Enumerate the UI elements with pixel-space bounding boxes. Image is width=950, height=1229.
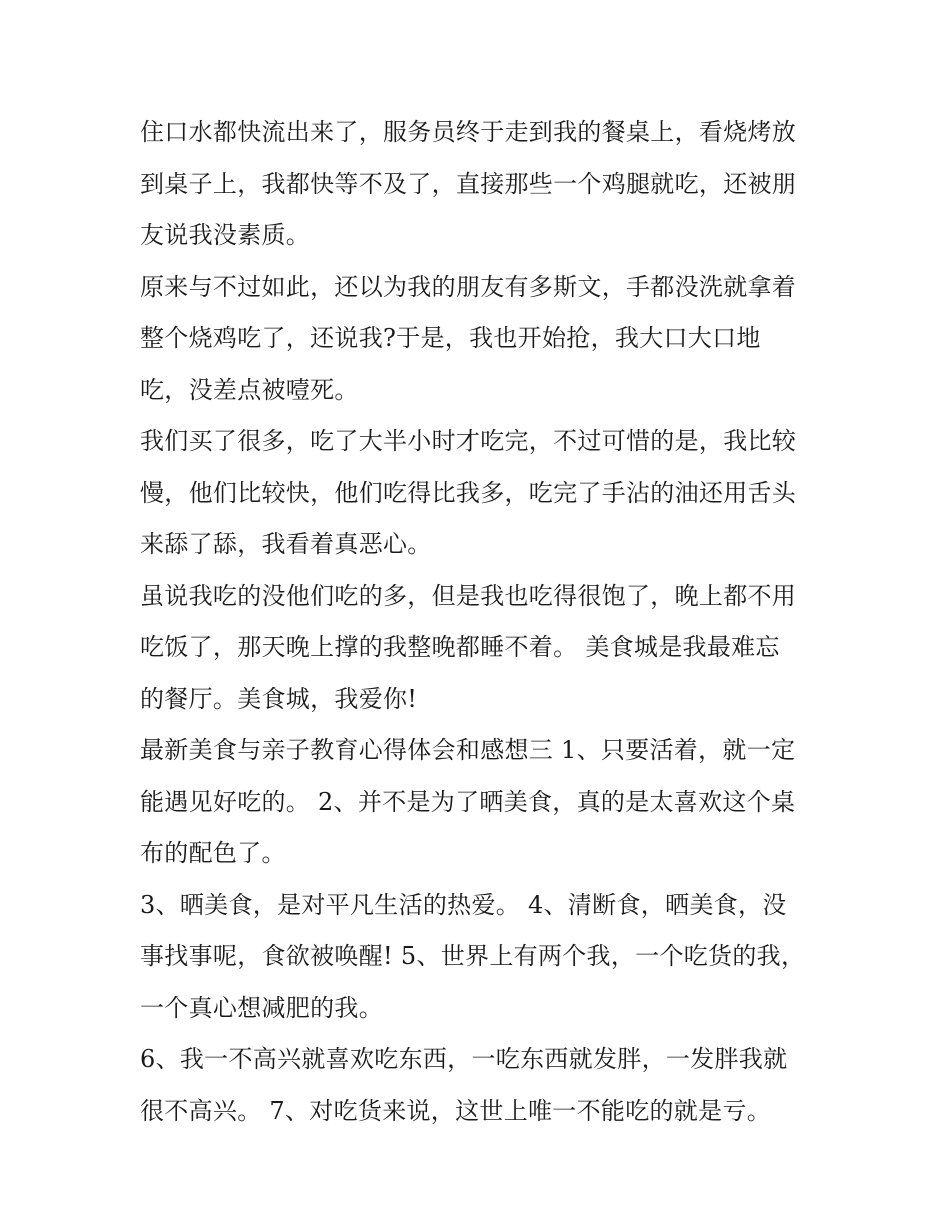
text-line: 一个真心想减肥的我。	[140, 993, 383, 1022]
text-line: 住口水都快流出来了，服务员终于走到我的餐桌上，看烧烤放	[140, 118, 797, 146]
text-line: 虽说我吃的没他们吃的多，但是我也吃得很饱了，晚上都不用	[140, 581, 797, 610]
text-line: 的餐厅。美食城，我爱你!	[140, 684, 418, 713]
document-body	[140, 107, 820, 1137]
text-line: 3、晒美食，是对平凡生活的热爱。 4、清断食，晒美食，没	[140, 890, 787, 919]
text-line: 很不高兴。 7、对吃货来说，这世上唯一不能吃的就是亏。	[140, 1096, 771, 1125]
text-line: 我们买了很多，吃了大半小时才吃完，不过可惜的是，我比较	[140, 427, 797, 455]
text-line: 整个烧鸡吃了，还说我?于是，我也开始抢，我大口大口地	[140, 324, 761, 352]
text-line: 吃饭了，那天晚上撑的我整晚都睡不着。 美食城是我最难忘	[140, 633, 780, 661]
text-line: 原来与不过如此，还以为我的朋友有多斯文，手都没洗就拿着	[140, 272, 797, 301]
text-line: 布的配色了。	[140, 839, 286, 867]
text-line: 能遇见好吃的。 2、并不是为了晒美食，真的是太喜欢这个桌	[140, 787, 796, 816]
text-line: 慢，他们比较快，他们吃得比我多，吃完了手沾的油还用舌头	[140, 478, 797, 507]
text-line: 友说我没素质。	[140, 221, 311, 249]
text-line: 6、我一不高兴就喜欢吃东西，一吃东西就发胖，一发胖我就	[140, 1045, 788, 1073]
text-line: 来舔了舔，我看着真恶心。	[140, 530, 432, 558]
text-line: 到桌子上，我都快等不及了，直接那些一个鸡腿就吃，还被朋	[140, 169, 797, 198]
text-line: 最新美食与亲子教育心得体会和感想三 1、只要活着，就一定	[140, 736, 796, 764]
text-line: 事找事呢，食欲被唤醒! 5、世界上有两个我，一个吃货的我，	[140, 942, 806, 970]
text-line: 吃，没差点被噎死。	[140, 375, 359, 404]
